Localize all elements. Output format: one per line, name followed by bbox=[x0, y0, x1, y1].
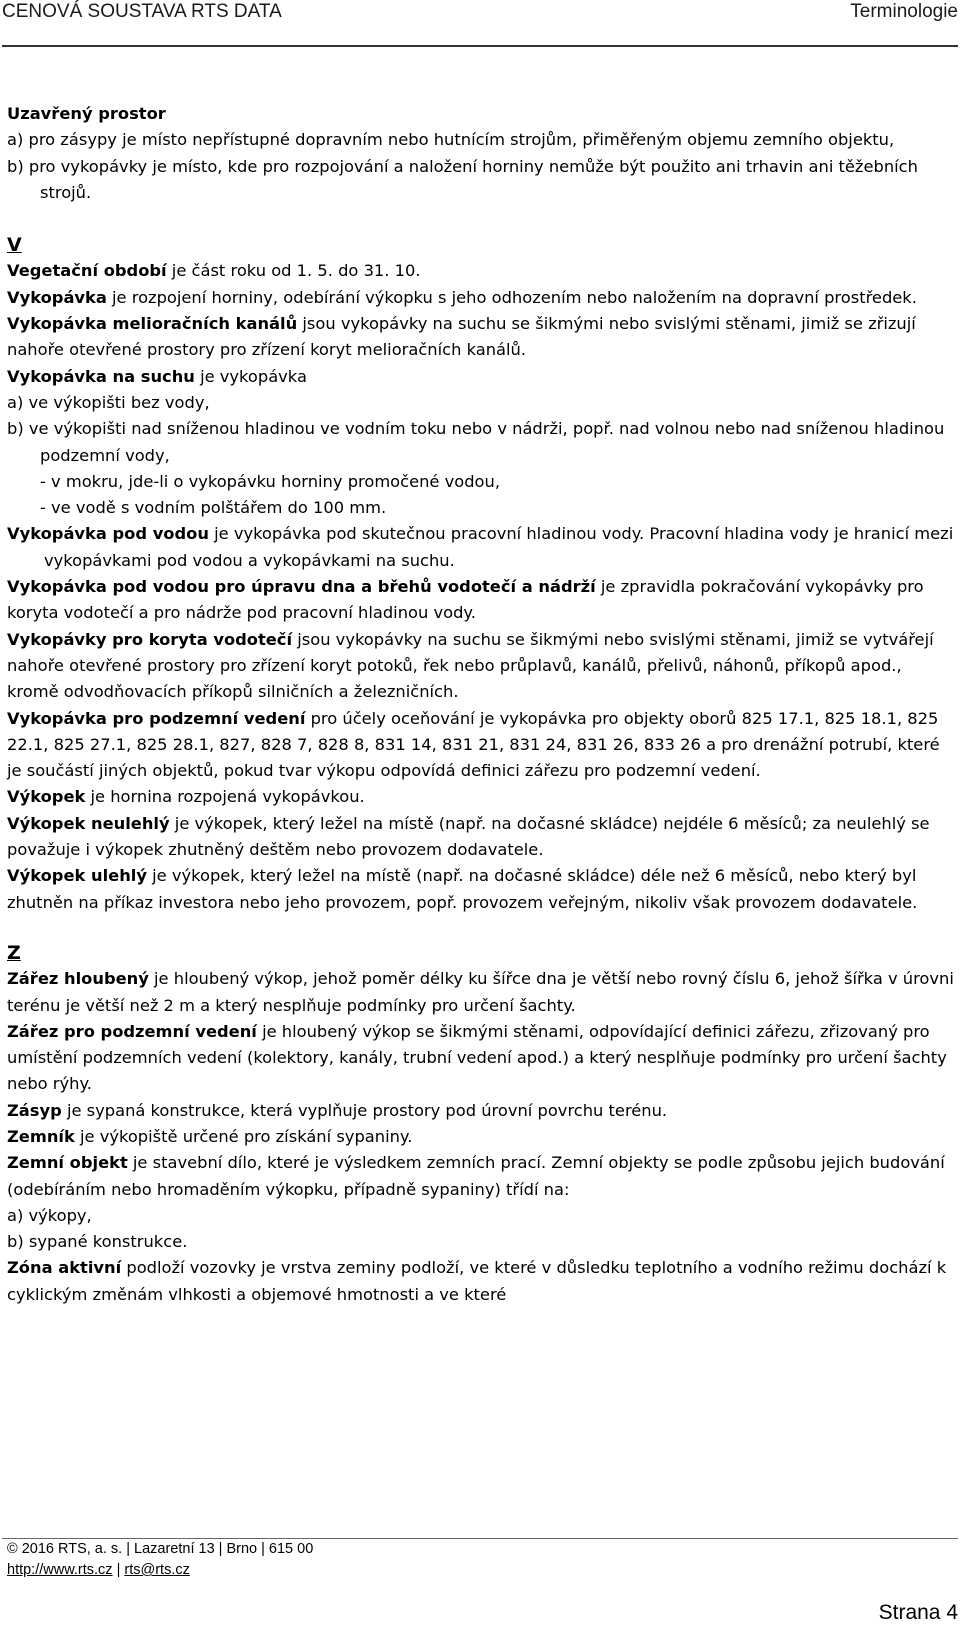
list-item-text: - v mokru, jde-li o vykopávku horniny promočené vodou, bbox=[40, 471, 501, 491]
term-label: Uzavřený prostor bbox=[7, 104, 166, 123]
term-definition: je hloubený výkop, jehož poměr délky ku šířce dna je větší nebo rovný číslu 6, jehož šířka v úrovni terénu je větší než 2 m a který nesplňuje podmínky pro určení šachty. bbox=[7, 969, 954, 1015]
email-link[interactable]: rts@rts.cz bbox=[124, 1562, 190, 1578]
term-label: Zemník bbox=[7, 1126, 75, 1146]
list-item-text: b) sypané konstrukce. bbox=[7, 1232, 188, 1252]
term-definition: je vykopávka bbox=[194, 366, 307, 386]
term-label: Vykopávka pod vodou pro úpravu dna a břehů vodotečí a nádrží bbox=[7, 577, 596, 597]
term-definition: je výkopiště určené pro získání sypaniny. bbox=[74, 1126, 413, 1146]
term-vykopavka-pod-vodou bbox=[7, 521, 955, 574]
term-vykopavka-melioracnich-kanalu bbox=[7, 311, 955, 364]
list-dash-item bbox=[7, 495, 955, 521]
term-definition: je rozpojení horniny, odebírání výkopku s jeho odhozením nebo naložením na dopravní prostředek. bbox=[106, 287, 917, 307]
term-zemnik bbox=[7, 1124, 955, 1150]
header-divider bbox=[2, 45, 958, 47]
list-item-text: b) pro vykopávky je místo, kde pro rozpojování a naložení horniny nemůže být použito ani trhavin ani těžebních strojů. bbox=[7, 156, 918, 202]
term-label: Vegetační období bbox=[7, 261, 167, 281]
term-vykopavka-pro-podzemni-vedeni bbox=[7, 706, 955, 785]
page-number: Strana 4 bbox=[878, 1601, 958, 1624]
term-definition: jsou vykopávky na suchu se šikmými nebo svislými stěnami, jimiž se vytvářejí nahoře otevřené prostory pro zřízení koryt potoků, řek nebo průplavů, kanálů, přelivů, náhonů, příkopů apod., kromě odvodňovacích příkopů silničních a železničních. bbox=[7, 629, 934, 702]
list-item bbox=[7, 390, 955, 416]
term-definition: je stavební dílo, které je výsledkem zemních prací. Zemní objekty se podle způsobu jejich budování (odebíráním nebo hromaděním výkopku, případně sypaniny) třídí na: bbox=[7, 1153, 945, 1199]
term-definition: jsou vykopávky na suchu se šikmými nebo svislými stěnami, jimiž se zřizují nahoře otevřené prostory pro zřízení koryt melioračních kanálů. bbox=[7, 314, 916, 360]
term-label: Zemní objekt bbox=[7, 1153, 128, 1173]
section-letter-v: V bbox=[7, 234, 22, 257]
term-label: Vykopávka bbox=[7, 287, 107, 307]
list-item bbox=[7, 1203, 955, 1229]
term-vykopavka bbox=[7, 285, 955, 311]
term-zemni-objekt bbox=[7, 1150, 955, 1203]
term-definition: je hornina rozpojená vykopávkou. bbox=[85, 787, 365, 807]
list-dash-item bbox=[7, 469, 955, 495]
spacer bbox=[7, 916, 955, 940]
list-item bbox=[7, 127, 955, 153]
term-definition: je vykopávka pod skutečnou pracovní hladinou vody. Pracovní hladina vody je hranicí mezi vykopávkami pod vodou a vykopávkami na suchu. bbox=[44, 524, 954, 570]
term-vykopek-ulehly bbox=[7, 863, 955, 916]
term-zarez-pro-podzemni-vedeni bbox=[7, 1019, 955, 1098]
term-definition: je výkopek, který ležel na místě (např. na dočasné skládce) déle než 6 měsíců, nebo který byl zhutněn na příkaz investora nebo jeho provozem, popř. provozem veřejným, nikoliv však provozem dodavatele. bbox=[7, 866, 918, 912]
spacer bbox=[7, 206, 955, 232]
term-definition: je hloubený výkop se šikmými stěnami, odpovídající definici zářezu, zřizovaný pro umístění podzemních vedení (kolektory, kanály, trubní vedení apod.) a který nesplňuje podmínky pro určení šachty nebo rýhy. bbox=[7, 1021, 947, 1094]
term-label: Vykopávka melioračních kanálů bbox=[7, 314, 298, 334]
footer-divider bbox=[2, 1538, 958, 1539]
term-label: Zářez pro podzemní vedení bbox=[7, 1021, 257, 1041]
list-item-text: a) pro zásypy je místo nepřístupné dopravním nebo hutnícím strojům, přiměřeným objemu zemního objektu, bbox=[7, 130, 895, 150]
term-label: Vykopávka pod vodou bbox=[7, 524, 209, 544]
header-section: Terminologie bbox=[850, 1, 958, 22]
term-definition: podloží vozovky je vrstva zeminy podloží, ve které v důsledku teplotního a vodního režimu dochází k cyklickým změnám vlhkosti a objemové hmotnosti a ve které bbox=[7, 1258, 947, 1304]
term-label: Vykopávky pro koryta vodotečí bbox=[7, 629, 293, 649]
section-letter-z: Z bbox=[7, 941, 21, 964]
term-label: Výkopek bbox=[7, 787, 86, 807]
term-vegetacni-obdobi bbox=[7, 258, 955, 284]
list-item bbox=[7, 1229, 955, 1255]
term-label: Zásyp bbox=[7, 1100, 62, 1120]
footer-address: © 2016 RTS, a. s. | Lazaretní 13 | Brno | 615 00 bbox=[7, 1541, 314, 1557]
list-item bbox=[7, 416, 955, 469]
term-label: Vykopávka na suchu bbox=[7, 366, 195, 386]
list-item-text: - ve vodě s vodním polštářem do 100 mm. bbox=[40, 498, 387, 518]
term-definition: je zpravidla pokračování vykopávky pro koryta vodotečí a pro nádrže pod pracovní hladinou vody. bbox=[7, 577, 924, 623]
term-definition: je část roku od 1. 5. do 31. 10. bbox=[166, 261, 421, 281]
term-definition: je sypaná konstrukce, která vyplňuje prostory pod úrovní povrchu terénu. bbox=[61, 1100, 668, 1120]
term-definition: je výkopek, který ležel na místě (např. na dočasné skládce) nejdéle 6 měsíců; za neulehlý se považuje i výkopek zhutněný deštěm nebo provozem dodavatele. bbox=[7, 813, 930, 860]
header-title: CENOVÁ SOUSTAVA RTS DATA bbox=[2, 1, 282, 22]
term-zarez-hloubeny bbox=[7, 966, 955, 1019]
list-item-text: a) ve výkopišti bez vody, bbox=[7, 392, 210, 412]
term-zasyp bbox=[7, 1098, 955, 1124]
term-vykopek bbox=[7, 784, 955, 810]
term-definition: pro účely oceňování je vykopávka pro objekty oborů 825 17.1, 825 18.1, 825 22.1, 825 27.1, 825 28.1, 827, 828 7, 828 8, 831 14, 831 21, 831 24, 831 26, 833 26 a pro drenážní potrubí, které je součástí jiných objektů, pokud tvar výkopu odpovídá definici zářezu pro podzemní vedení. bbox=[7, 708, 940, 781]
list-item bbox=[7, 154, 955, 207]
term-uzavreny-prostor bbox=[7, 101, 955, 127]
list-item-text: b) ve výkopišti nad sníženou hladinou ve vodním toku nebo v nádrži, popř. nad volnou nebo nad sníženou hladinou podzemní vody, bbox=[7, 419, 945, 465]
term-label: Výkopek ulehlý bbox=[7, 866, 147, 886]
term-vykopavka-na-suchu bbox=[7, 364, 955, 390]
term-label: Výkopek neulehlý bbox=[7, 813, 170, 833]
term-label: Vykopávka pro podzemní vedení bbox=[7, 708, 306, 728]
term-vykopavka-pod-vodou-pro-upravu bbox=[7, 574, 955, 627]
term-label: Zóna aktivní bbox=[7, 1258, 122, 1278]
footer-contacts bbox=[7, 1562, 190, 1578]
term-label: Zářez hloubený bbox=[7, 969, 149, 989]
website-link[interactable]: http://www.rts.cz bbox=[7, 1562, 113, 1578]
list-item-text: a) výkopy, bbox=[7, 1205, 92, 1225]
document-body bbox=[7, 101, 955, 1308]
page-header bbox=[0, 0, 960, 48]
footer-separator: | bbox=[112, 1562, 125, 1578]
term-vykopavky-pro-koryta-vodoteci bbox=[7, 627, 955, 706]
term-zona-aktivni bbox=[7, 1255, 955, 1308]
term-vykopek-neulehly bbox=[7, 811, 955, 864]
